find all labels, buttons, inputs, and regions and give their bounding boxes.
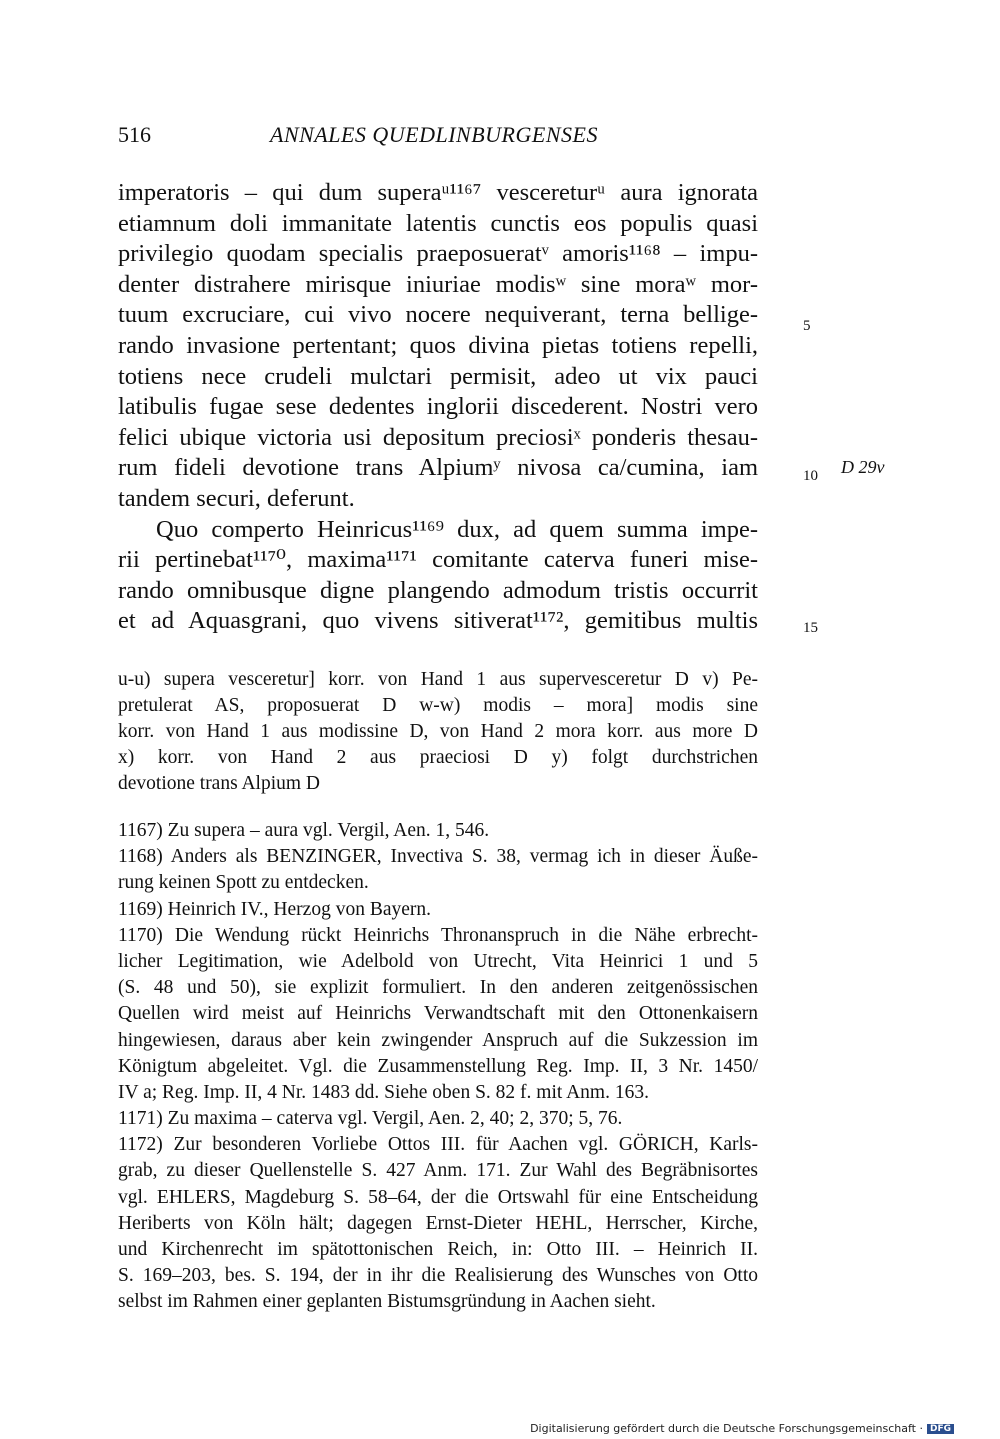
footnote-line: Königtum abgeleitet. Vgl. die Zusammenstellung Reg. Imp. II, 3 Nr. 1450/ bbox=[118, 1055, 758, 1077]
dfg-logo: DFG bbox=[927, 1424, 954, 1434]
main-text-line: privilegio quodam specialis praeposueratᵛ amoris¹¹⁶⁸ – impu- bbox=[118, 240, 758, 268]
footnote-line: 1170) Die Wendung rückt Heinrichs Thronanspruch in die Nähe erbrecht- bbox=[118, 924, 758, 946]
apparatus-line: pretulerat AS, proposuerat D w-w) modis – mora] modis sine bbox=[118, 695, 758, 716]
main-text-line: imperatoris – qui dum superaᵘ¹¹⁶⁷ vescereturᵘ aura ignorata bbox=[118, 179, 758, 206]
apparatus-line: devotione trans Alpium D bbox=[118, 773, 321, 794]
footnote-line: (S. 48 und 50), sie explizit formuliert. In den anderen zeitgenössischen bbox=[118, 977, 758, 999]
main-text-line: rando invasione pertentant; quos divina pietas totiens repelli, bbox=[118, 331, 758, 359]
footnote-line: S. 169–203, bes. S. 194, der in ihr die Realisierung des Wunsches von Otto bbox=[118, 1265, 758, 1287]
main-text-line: rii pertinebat¹¹⁷⁰, maxima¹¹⁷¹ comitante caterva funeri mise- bbox=[118, 546, 758, 574]
footnote-line: IV a; Reg. Imp. II, 4 Nr. 1483 dd. Siehe oben S. 82 f. mit Anm. 163. bbox=[118, 1081, 649, 1103]
footnote-line: licher Legitimation, wie Adelbold von Utrecht, Vita Heinrici 1 und 5 bbox=[118, 950, 758, 972]
critical-apparatus bbox=[118, 667, 758, 797]
main-text-line: rum fideli devotione trans Alpiumʸ nivosa ca/cumina, iam bbox=[118, 454, 758, 482]
main-text-line: felici ubique victoria usi depositum preciosiˣ ponderis thesau- bbox=[118, 423, 758, 451]
footnotes bbox=[118, 818, 758, 1316]
main-text bbox=[118, 178, 758, 637]
main-text-line: et ad Aquasgrani, quo vivens sitiverat¹¹⁷², gemitibus multis bbox=[118, 607, 758, 635]
main-text-line: latibulis fugae sese dedentes inglorii discederent. Nostri vero bbox=[118, 393, 758, 421]
footnote-line: 1171) Zu maxima – caterva vgl. Vergil, Aen. 2, 40; 2, 370; 5, 76. bbox=[118, 1108, 623, 1130]
main-text-line: totiens nece crudeli mulctari permisit, adeo ut vix pauci bbox=[118, 362, 758, 390]
running-title: ANNALES QUEDLINBURGENSES bbox=[270, 122, 598, 147]
footnote-line: Quellen wird meist auf Heinrichs Verwandtschaft mit den Ottonenkaisern bbox=[118, 1003, 758, 1025]
main-text-line: tandem securi, deferunt. bbox=[118, 484, 355, 512]
apparatus-line: u-u) supera vesceretur] korr. von Hand 1 aus supervesceretur D v) Pe- bbox=[118, 669, 758, 690]
footnote-line: grab, zu dieser Quellenstelle S. 427 Anm. 171. Zur Wahl des Begräbnisortes bbox=[118, 1160, 758, 1182]
credit-text: Digitalisierung gefördert durch die Deutsche Forschungsgemeinschaft · bbox=[530, 1422, 923, 1435]
page-header bbox=[118, 122, 758, 156]
main-text-line: rando omnibusque digne plangendo admodum tristis occurrit bbox=[118, 576, 758, 604]
footnote-line: rung keinen Spott zu entdecken. bbox=[118, 872, 369, 894]
apparatus-line: korr. von Hand 1 aus modissine D, von Hand 2 mora korr. aus more D bbox=[118, 721, 758, 742]
main-text-line: denter distrahere mirisque iniuriae modisʷ sine moraʷ mor- bbox=[118, 270, 758, 298]
digitization-credit bbox=[530, 1422, 954, 1435]
footnote-line: hingewiesen, daraus aber kein zwingender Anspruch auf die Sukzession im bbox=[118, 1029, 758, 1051]
footnote-line: 1169) Heinrich IV., Herzog von Bayern. bbox=[118, 898, 431, 920]
footnote-line: 1172) Zur besonderen Vorliebe Ottos III. für Aachen vgl. GÖRICH, Karls- bbox=[118, 1134, 758, 1156]
footnote-line: und Kirchenrecht im spätottonischen Reich, in: Otto III. – Heinrich II. bbox=[118, 1239, 758, 1260]
line-number: 5 bbox=[803, 318, 811, 334]
main-text-line: etiamnum doli immanitate latentis cunctis eos populis quasi bbox=[118, 209, 758, 237]
apparatus-line: x) korr. von Hand 2 aus praeciosi D y) folgt durchstrichen bbox=[118, 747, 758, 768]
footnote-line: 1168) Anders als BENZINGER, Invectiva S. 38, vermag ich in dieser Äuße- bbox=[118, 846, 758, 868]
folio-reference: D 29v bbox=[841, 457, 885, 477]
main-text-line: tuum excruciare, cui vivo nocere nequiverant, terna bellige- bbox=[118, 301, 758, 329]
footnote-line: 1167) Zu supera – aura vgl. Vergil, Aen. 1, 546. bbox=[118, 820, 490, 841]
line-number: 10 bbox=[803, 468, 818, 484]
footnote-line: vgl. EHLERS, Magdeburg S. 58–64, der die Ortswahl für eine Entscheidung bbox=[118, 1186, 758, 1208]
line-number: 15 bbox=[803, 620, 818, 636]
footnote-line: selbst im Rahmen einer geplanten Bistumsgründung in Aachen sieht. bbox=[118, 1291, 656, 1313]
footnote-line: Heriberts von Köln hält; dagegen Ernst-Dieter HEHL, Herrscher, Kirche, bbox=[118, 1212, 758, 1234]
page-number: 516 bbox=[118, 122, 151, 147]
main-text-line: Quo comperto Heinricus¹¹⁶⁹ dux, ad quem summa impe- bbox=[156, 515, 758, 543]
